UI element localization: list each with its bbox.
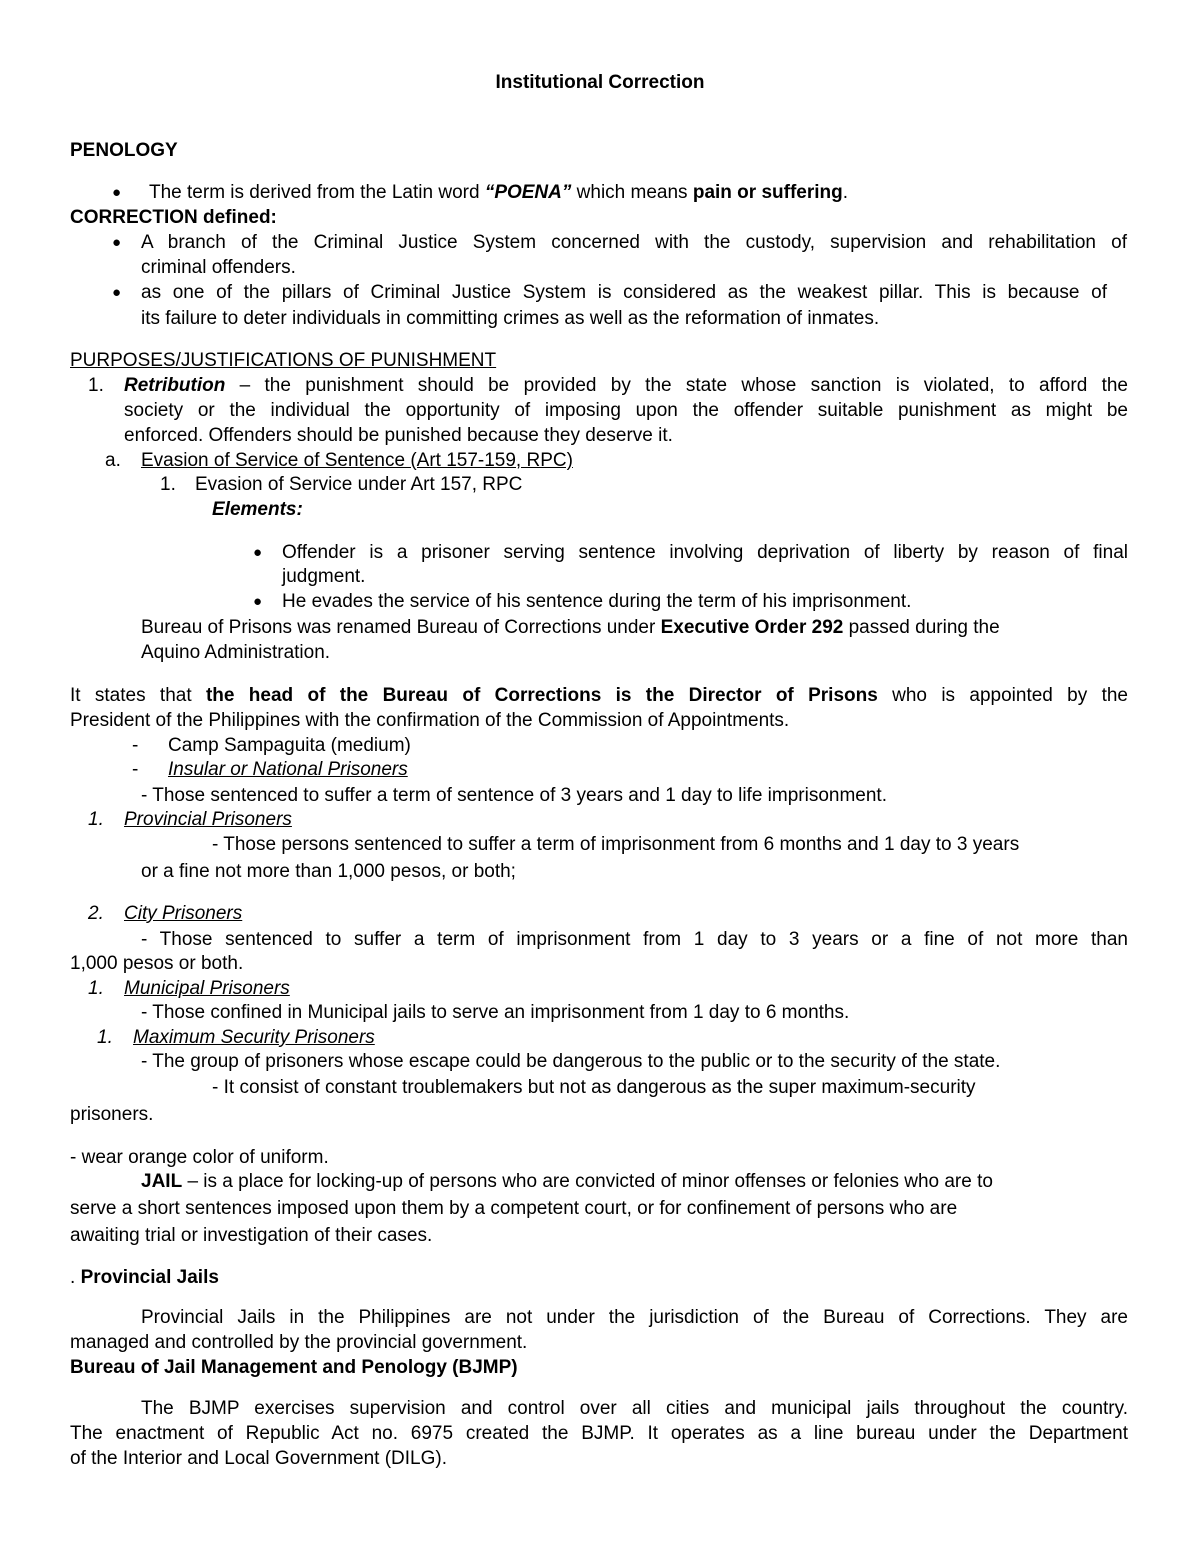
- page-title: Institutional Correction: [495, 72, 705, 93]
- insular-prisoners: Insular or National Prisoners: [168, 759, 408, 780]
- bureau-line1: [141, 616, 1000, 640]
- maximum-desc-3: prisoners.: [70, 1104, 154, 1125]
- list-letter: a.: [105, 450, 121, 471]
- list-number: 1.: [88, 809, 104, 830]
- text: – is a place for locking-up of persons who are convicted of minor offenses or felonies who are to: [182, 1171, 993, 1192]
- insular-desc: - Those sentenced to suffer a term of sentence of 3 years and 1 day to life imprisonment.: [141, 785, 887, 806]
- jail-line1: [141, 1170, 993, 1194]
- text: the head of the Bureau of Corrections is the Director of Prisons: [205, 685, 878, 706]
- maximum-desc-2: - It consist of constant troublemakers but not as dangerous as the super maximum-security: [212, 1077, 976, 1098]
- bullet-icon: ●: [253, 544, 263, 561]
- text: .: [70, 1267, 81, 1288]
- maximum-security-prisoners: Maximum Security Prisoners: [133, 1027, 375, 1048]
- provincial-jails-heading: [70, 1266, 219, 1290]
- element-1-line1: Offender is a prisoner serving sentence involving deprivation of liberty by reason of final: [282, 542, 1128, 563]
- text: – the punishment should be provided by the state whose sanction is violated, to afford the: [225, 375, 1128, 396]
- penology-heading: PENOLOGY: [70, 140, 178, 161]
- text: Bureau of Prisons was renamed Bureau of Corrections under: [141, 617, 661, 638]
- text: It states that: [70, 685, 206, 706]
- bjmp-heading: Bureau of Jail Management and Penology (BJMP): [70, 1357, 518, 1378]
- text: who is appointed by the: [877, 685, 1129, 706]
- retribution-line3: enforced. Offenders should be punished because they deserve it.: [124, 425, 673, 446]
- text: which means: [571, 182, 693, 203]
- provincial-prisoners: Provincial Prisoners: [124, 809, 292, 830]
- element-1-line2: judgment.: [282, 566, 366, 587]
- element-2: He evades the service of his sentence during the term of his imprisonment.: [282, 591, 912, 612]
- orange-uniform: - wear orange color of uniform.: [70, 1147, 329, 1168]
- bjmp-line2: The enactment of Republic Act no. 6975 created the BJMP. It operates as a line bureau under the Department: [70, 1423, 1128, 1444]
- text: “POENA”: [484, 182, 572, 203]
- text: Retribution: [124, 375, 226, 396]
- municipal-prisoners: Municipal Prisoners: [124, 978, 290, 999]
- evasion-heading: Evasion of Service of Sentence (Art 157-159, RPC): [141, 450, 573, 471]
- city-desc-line2: 1,000 pesos or both.: [70, 953, 244, 974]
- bullet-icon: ●: [112, 234, 122, 251]
- retribution-line1: [124, 374, 1128, 398]
- dash: -: [132, 735, 139, 756]
- correction-bullet-2-line2: its failure to deter individuals in committing crimes as well as the reformation of inmates.: [141, 308, 880, 329]
- jail-line3: awaiting trial or investigation of their cases.: [70, 1225, 433, 1246]
- text: passed during the: [843, 617, 1000, 638]
- text: The term is derived from the Latin word: [149, 182, 485, 203]
- provincial-desc-line1: - Those persons sentenced to suffer a term of imprisonment from 6 months and 1 day to 3 years: [212, 834, 1020, 855]
- bullet-icon: ●: [112, 184, 122, 201]
- text: JAIL: [141, 1171, 183, 1192]
- bjmp-line3: of the Interior and Local Government (DILG).: [70, 1448, 448, 1469]
- text: pain or suffering: [692, 182, 843, 203]
- bullet-icon: ●: [253, 593, 263, 610]
- municipal-desc: - Those confined in Municipal jails to serve an imprisonment from 1 day to 6 months.: [141, 1002, 850, 1023]
- correction-bullet-1-line1: A branch of the Criminal Justice System concerned with the custody, supervision and rehabilitation of: [141, 232, 1127, 253]
- list-number: 1.: [88, 375, 104, 396]
- city-desc-line1: - Those sentenced to suffer a term of imprisonment from 1 day to 3 years or a fine of not more than: [141, 929, 1128, 950]
- retribution-line2: society or the individual the opportunity of imposing upon the offender suitable punishment as might be: [124, 400, 1128, 421]
- provincial-jails-line2: managed and controlled by the provincial government.: [70, 1332, 528, 1353]
- correction-heading: CORRECTION defined:: [70, 207, 277, 228]
- states-line2: President of the Philippines with the confirmation of the Commission of Appointments.: [70, 710, 790, 731]
- maximum-desc: - The group of prisoners whose escape could be dangerous to the public or to the security of the state.: [141, 1051, 1001, 1072]
- bjmp-line1: The BJMP exercises supervision and control over all cities and municipal jails throughout the country.: [141, 1398, 1128, 1419]
- bullet-icon: ●: [112, 284, 122, 301]
- correction-bullet-2-line1: as one of the pillars of Criminal Justice System is considered as the weakest pillar. This is because of: [141, 282, 1107, 303]
- jail-line2: serve a short sentences imposed upon them by a competent court, or for confinement of persons who are: [70, 1198, 958, 1219]
- list-number: 1.: [88, 978, 104, 999]
- purposes-heading: PURPOSES/JUSTIFICATIONS OF PUNISHMENT: [70, 350, 497, 371]
- correction-bullet-1-line2: criminal offenders.: [141, 257, 296, 278]
- list-number: 1.: [97, 1027, 113, 1048]
- text: Provincial Jails: [80, 1267, 219, 1288]
- provincial-desc-line2: or a fine not more than 1,000 pesos, or both;: [141, 861, 516, 882]
- evasion-art157: Evasion of Service under Art 157, RPC: [195, 474, 523, 495]
- text: .: [842, 182, 849, 203]
- states-line1: [70, 684, 1128, 708]
- list-number: 2.: [88, 903, 104, 924]
- list-number: 1.: [160, 474, 176, 495]
- text: Executive Order 292: [660, 617, 844, 638]
- camp-sampaguita: Camp Sampaguita (medium): [168, 735, 411, 756]
- penology-bullet-1: [149, 181, 848, 205]
- bureau-line2: Aquino Administration.: [141, 642, 331, 663]
- dash: -: [132, 759, 139, 780]
- provincial-jails-line1: Provincial Jails in the Philippines are not under the jurisdiction of the Bureau of Corrections. They are: [141, 1307, 1128, 1328]
- city-prisoners: City Prisoners: [124, 903, 243, 924]
- elements-label: Elements:: [212, 499, 303, 520]
